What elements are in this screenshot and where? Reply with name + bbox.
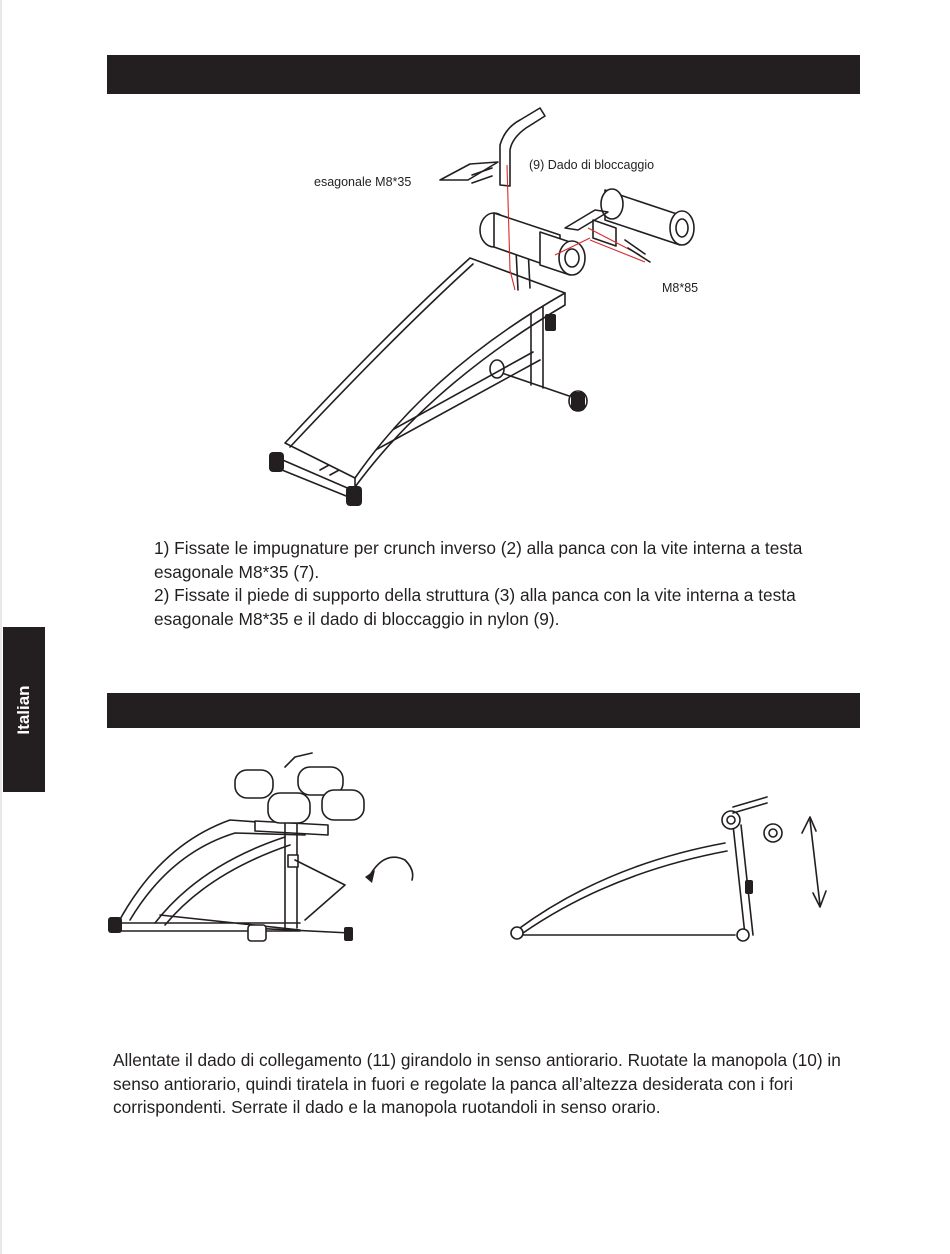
roller-front-right-end — [559, 241, 585, 275]
rear-foot-rubber — [571, 392, 585, 411]
step-1-text: 1) Fissate le impugnature per crunch inverso (2) alla panca con la vite interna a testa esagonale M8*35 (7). — [154, 538, 803, 582]
handle — [733, 797, 767, 813]
bench-outer-curve — [118, 820, 300, 923]
base-foot-left — [108, 917, 122, 933]
bench-adjust-illustration-right — [505, 785, 865, 985]
roller-back-left — [235, 770, 273, 798]
callout-hex-screw: esagonale M8*35 — [314, 175, 412, 189]
roller-back-right-end — [670, 211, 694, 245]
rear-foot-right — [344, 927, 353, 941]
rear-foot — [737, 929, 749, 941]
height-arrow — [810, 820, 820, 905]
section-header-bar-adjustment — [107, 693, 860, 728]
roller-end-right — [764, 824, 782, 842]
front-foot-right — [346, 486, 362, 506]
bench-back-curve — [155, 837, 285, 923]
bench-inner-curve — [523, 851, 727, 933]
front-foot — [511, 927, 523, 939]
step-2-text: 2) Fissate il piede di supporto della struttura (3) alla panca con la vite interna a testa esagonale M8*35 e il dado di bloccaggio in nylon (9). — [154, 585, 796, 629]
adjustment-instructions: Allentate il dado di collegamento (11) girandolo in senso antiorario. Ruotate la manopola (10) in senso antiorario, quindi tiratela in fuori e regolate la panca all’altezza desiderata con i fori corrispondenti. Serrate il dado e la manopola ruotandoli in senso orario. — [113, 1050, 841, 1117]
adjust-knob — [745, 880, 753, 894]
height-arrow-heads — [802, 817, 826, 907]
language-tab-label: Italian — [14, 684, 33, 735]
bench-assembly-illustration — [0, 0, 950, 520]
rotation-arrow-head — [365, 870, 375, 883]
roller-end-left — [722, 811, 740, 829]
front-foot-left — [269, 452, 284, 472]
handle — [285, 753, 312, 767]
rear-floor-bar — [493, 370, 575, 398]
assembly-steps — [154, 537, 854, 631]
rear-foot-left — [248, 925, 266, 941]
bench-adjust-illustration-left — [100, 745, 520, 965]
language-tab — [3, 627, 45, 792]
roller-front-left — [268, 793, 310, 823]
rotation-arrow — [370, 857, 413, 880]
callout-lock-nut: (9) Dado di bloccaggio — [529, 158, 655, 172]
roller-front-right — [322, 790, 364, 820]
callout-bolt: M8*85 — [662, 281, 699, 295]
bench-inner-curve — [130, 833, 305, 920]
bench-pad — [285, 258, 565, 478]
pointer-lines — [295, 860, 345, 920]
bench-back-curve-2 — [165, 845, 290, 925]
